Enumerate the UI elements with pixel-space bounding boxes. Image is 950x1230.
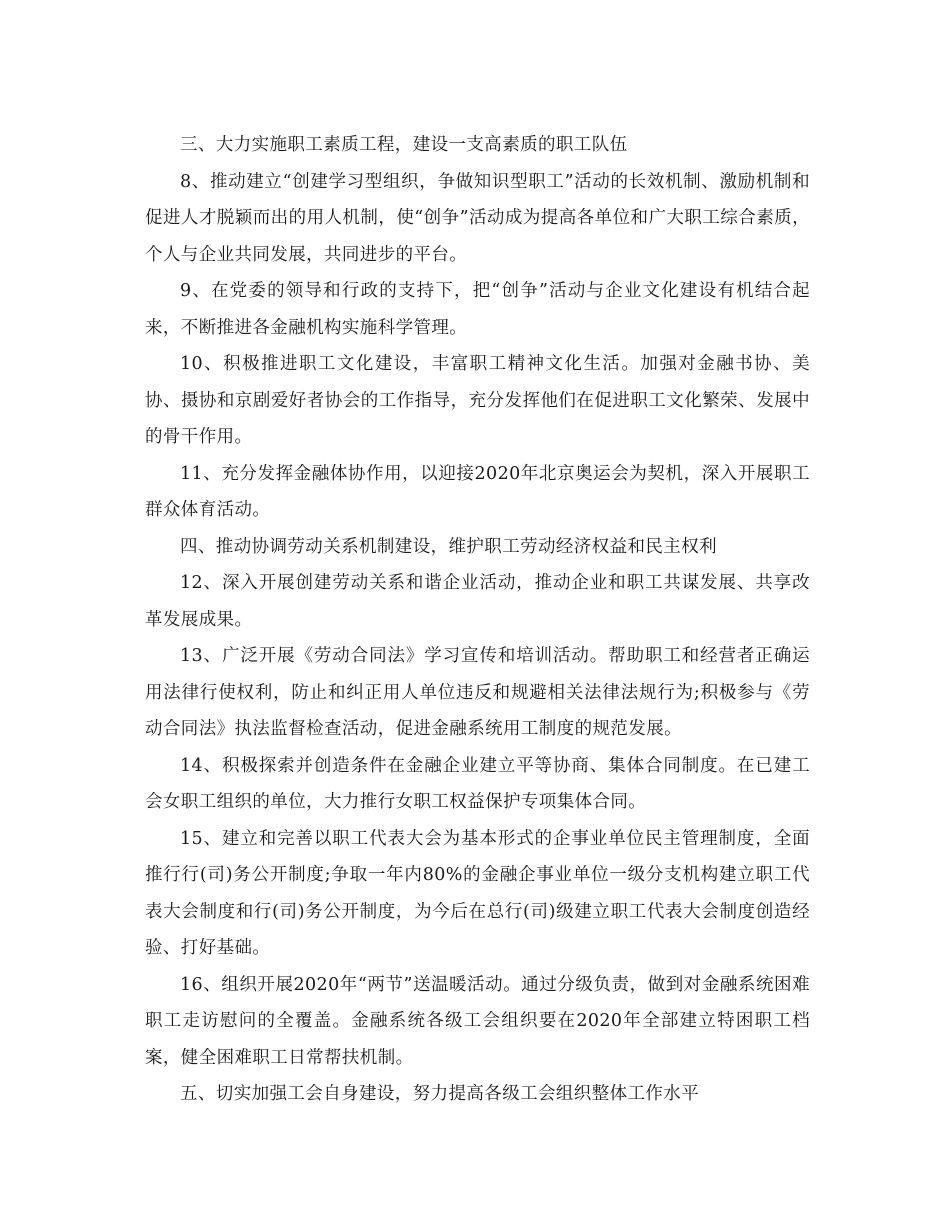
paragraph-item-14: 14、积极探索并创造条件在金融企业建立平等协商、集体合同制度。在已建工会女职工组织的单位，大力推行女职工权益保护专项集体合同。 [145, 755, 810, 812]
paragraph-item-15: 15、建立和完善以职工代表大会为基本形式的企事业单位民主管理制度，全面推行行(司)务公开制度;争取一年内80%的金融企事业单位一级分支机构建立职工代表大会制度和行(司)务公开制度，为今后在总行(司)级建立职工代表大会制度创造经验、打好基础。 [145, 828, 810, 958]
section-heading-3: 三、大力实施职工素质工程，建设一支高素质的职工队伍 [180, 135, 628, 155]
paragraph-item-16: 16、组织开展2020年“两节”送温暖活动。通过分级负责，做到对金融系统困难职工走访慰问的全覆盖。金融系统各级工会组织要在2020年全部建立特困职工档案，健全困难职工日常帮扶机制。 [145, 974, 810, 1068]
paragraph-item-11: 11、充分发挥金融体协作用，以迎接2020年北京奥运会为契机，深入开展职工群众体育活动。 [145, 463, 810, 520]
document-body [145, 127, 810, 1113]
paragraph-item-9: 9、在党委的领导和行政的支持下，把“创争”活动与企业文化建设有机结合起来，不断推进各金融机构实施科学管理。 [145, 281, 810, 338]
section-heading-5: 五、切实加强工会自身建设，努力提高各级工会组织整体工作水平 [180, 1084, 700, 1104]
paragraph-item-10: 10、积极推进职工文化建设，丰富职工精神文化生活。加强对金融书协、美协、摄协和京剧爱好者协会的工作指导，充分发挥他们在促进职工文化繁荣、发展中的骨干作用。 [145, 354, 810, 447]
paragraph-item-8: 8、推动建立“创建学习型组织，争做知识型职工”活动的长效机制、激励机制和促进人才脱颖而出的用人机制，使“创争”活动成为提高各单位和广大职工综合素质，个人与企业共同发展，共同进步的平台。 [145, 171, 810, 265]
section-heading-4: 四、推动协调劳动关系机制建设，维护职工劳动经济权益和民主权利 [180, 536, 717, 557]
paragraph-item-13: 13、广泛开展《劳动合同法》学习宣传和培训活动。帮助职工和经营者正确运用法律行使权利，防止和纠正用人单位违反和规避相关法律法规行为;积极参与《劳动合同法》执法监督检查活动，促进金融系统用工制度的规范发展。 [145, 646, 810, 739]
paragraph-item-12: 12、深入开展创建劳动关系和谐企业活动，推动企业和职工共谋发展、共享改革发展成果。 [145, 573, 810, 630]
